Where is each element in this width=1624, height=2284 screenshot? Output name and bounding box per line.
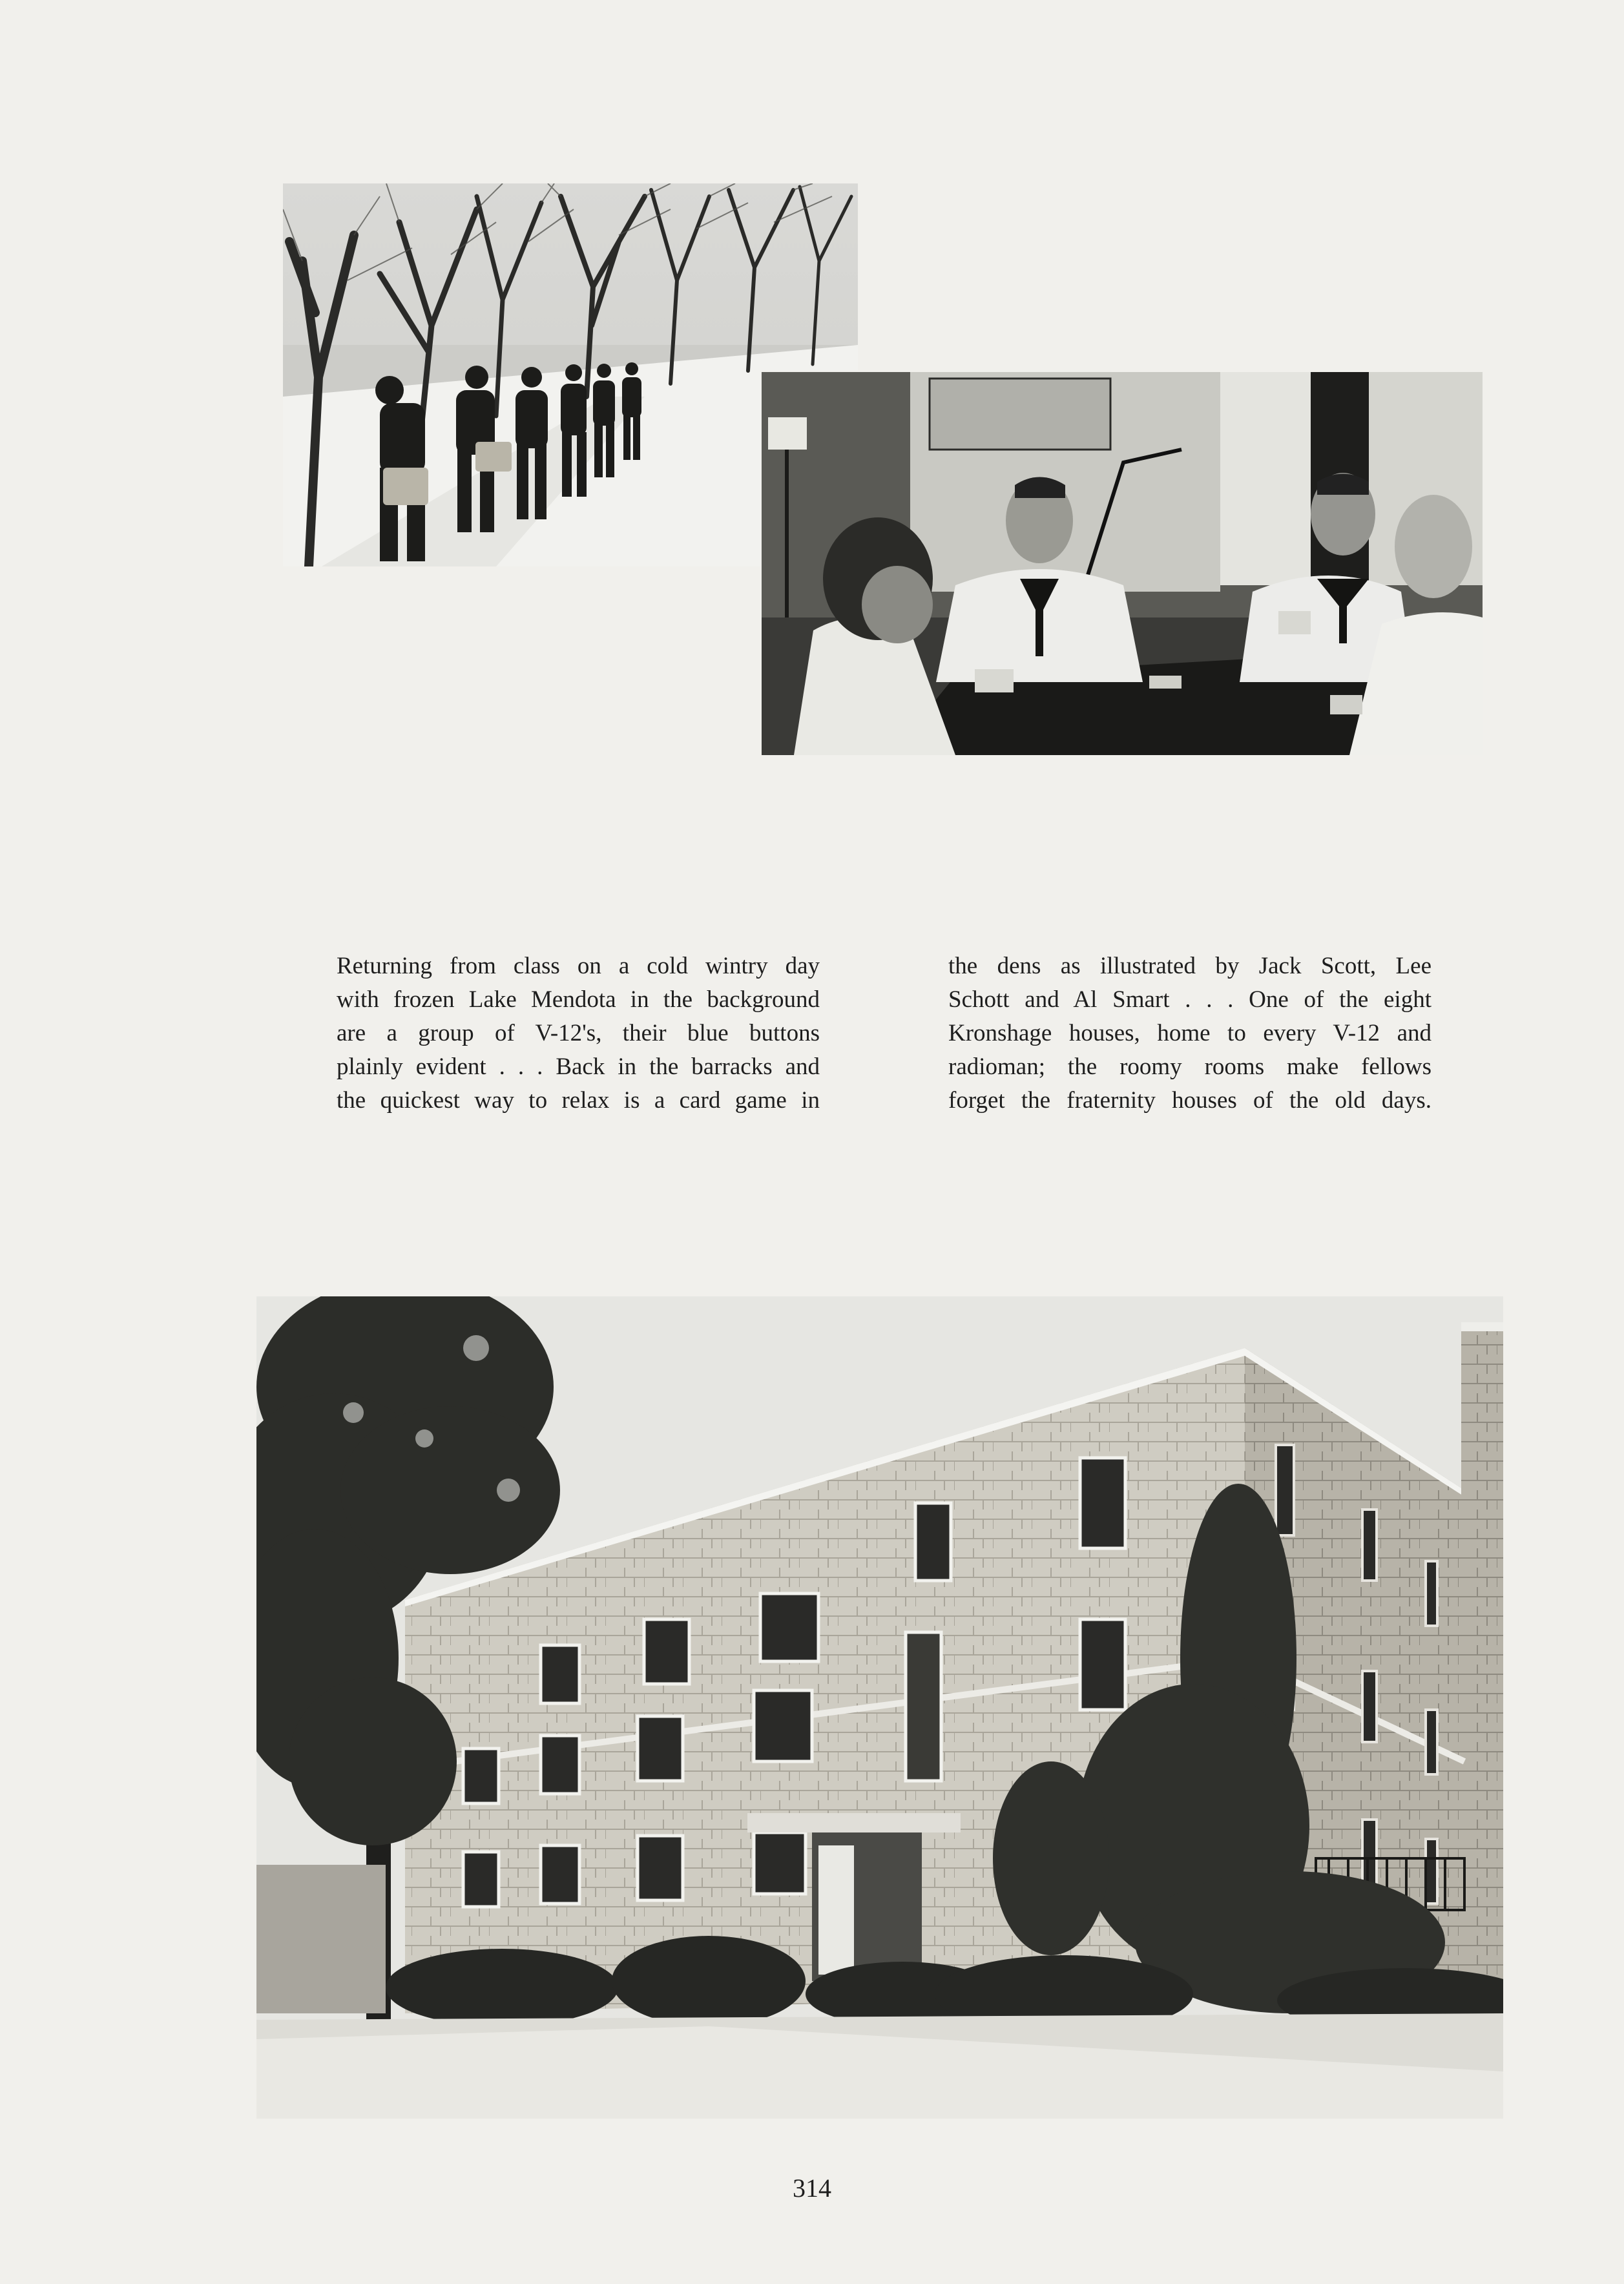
- caption-left-column: [337, 950, 820, 1117]
- caption-line: Kronshage houses, home to every V-12 and: [948, 1020, 1431, 1046]
- photo-sailors-card-game: [762, 372, 1483, 755]
- caption-line: are a group of V-12's, their blue buttons: [337, 1020, 820, 1046]
- photo-kronshage-house: [256, 1296, 1503, 2119]
- caption-line: the dens as illustrated by Jack Scott, Lee: [948, 953, 1431, 979]
- caption-line: plainly evident . . . Back in the barracks and: [337, 1054, 820, 1080]
- caption-line: Returning from class on a cold wintry day: [337, 953, 820, 979]
- caption-line: radioman; the roomy rooms make fellows: [948, 1054, 1431, 1080]
- caption-line: with frozen Lake Mendota in the background: [337, 986, 820, 1013]
- caption-line: forget the fraternity houses of the old days.: [948, 1087, 1431, 1114]
- caption-line: the quickest way to relax is a card game in: [337, 1087, 820, 1114]
- caption-right-column: [948, 950, 1431, 1117]
- caption-line: Schott and Al Smart . . . One of the eight: [948, 986, 1431, 1013]
- building-scene: [256, 1296, 1503, 2119]
- page-number: 314: [793, 2174, 831, 2203]
- card-game-scene: [762, 372, 1483, 755]
